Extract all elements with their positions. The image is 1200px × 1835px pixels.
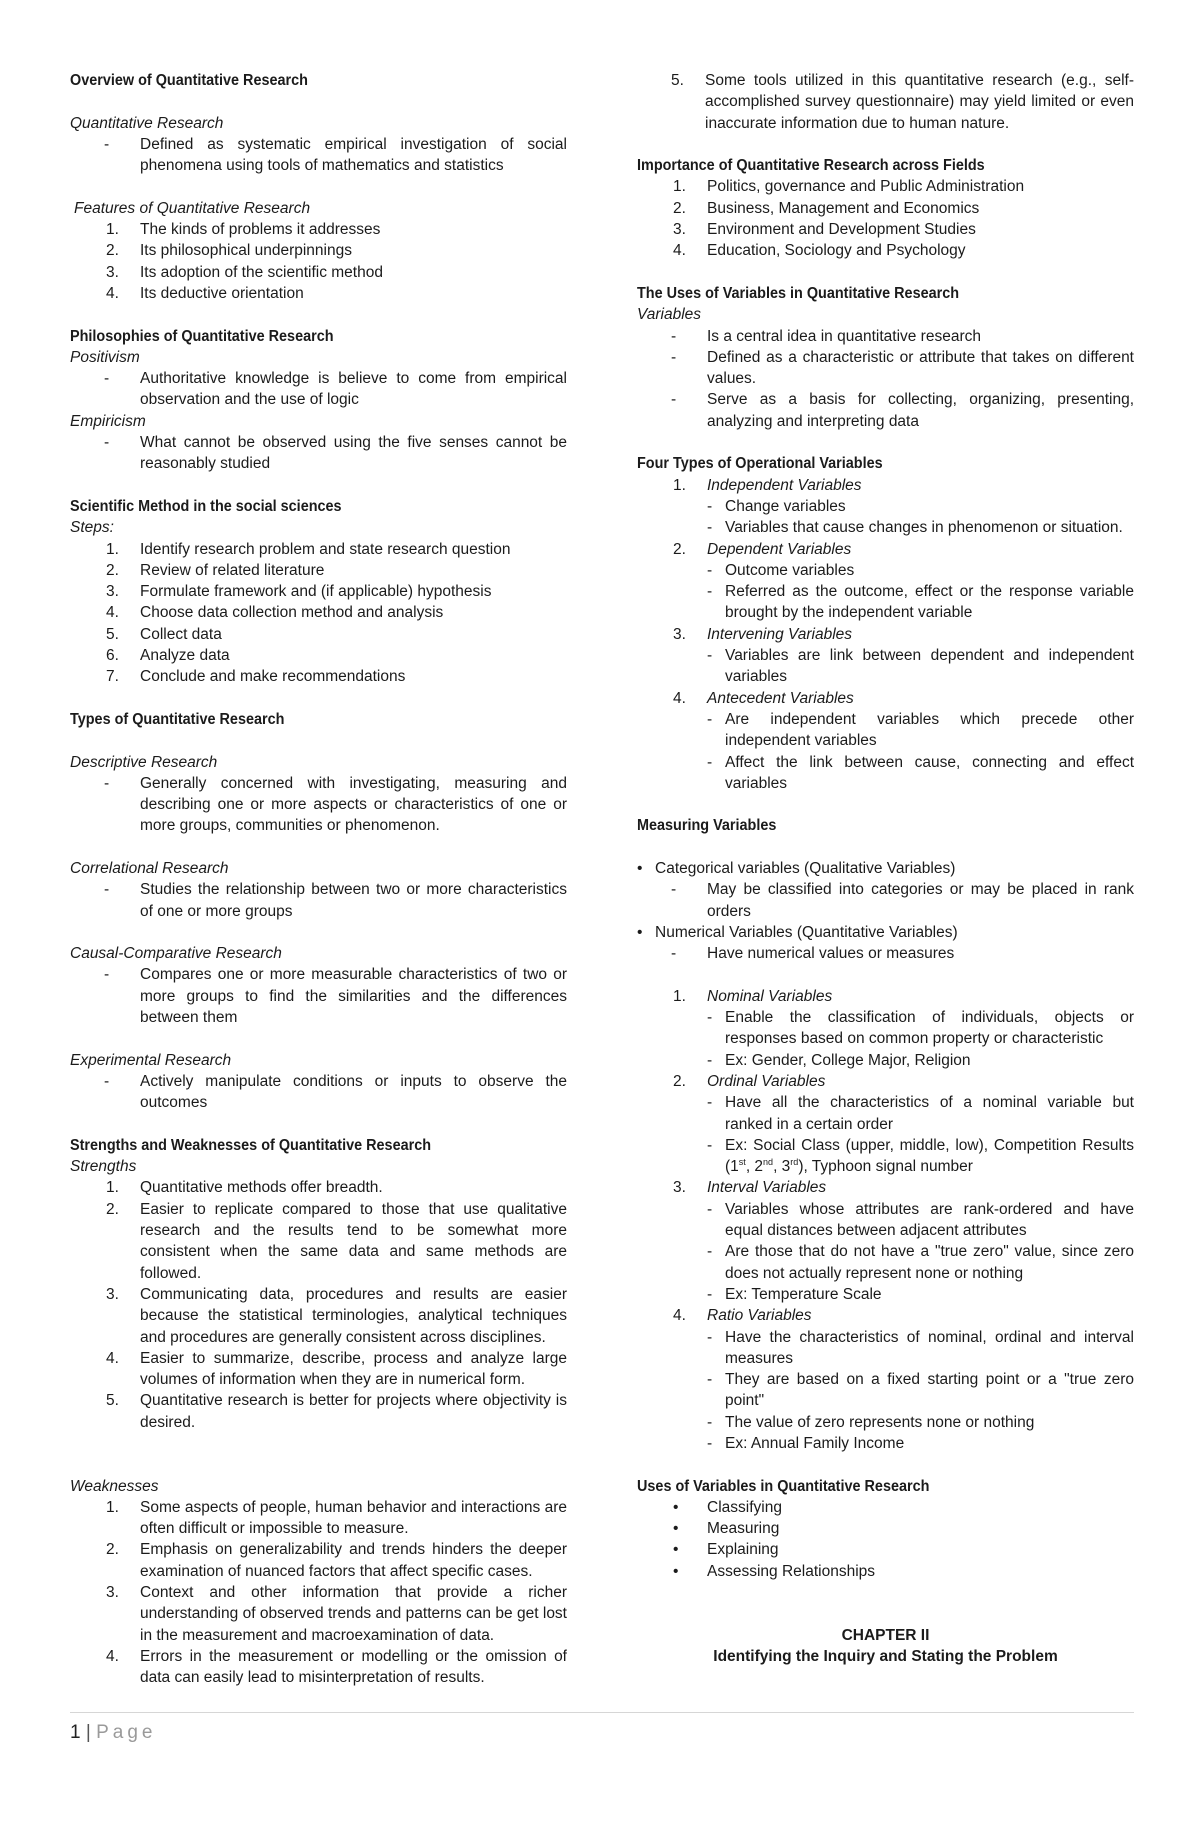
bullet-item: • Explaining [673,1541,779,1559]
page-number: 1 [70,1722,81,1743]
numbered-item: 1. Some aspects of people, human behavior and interactions are often difficult or impossible to measure. [106,1498,567,1538]
variable-type-item: 1. Nominal Variables [673,987,833,1005]
numbered-item: 6. Analyze data [106,647,230,665]
dash-item: - The value of zero represents none or nothing [707,1413,1035,1431]
numbered-item: 5. Quantitative research is better for projects where objectivity is desired. [106,1392,567,1431]
dash-item: - Ex: Social Class (upper, middle, low), Competition Results (1st, 2nd, 3rd), Typhoon signal number [707,1136,1134,1176]
numbered-item: 2. Its philosophical underpinnings [106,242,352,260]
numbered-item: 5. Collect data [106,625,222,643]
dash-item: - Variables whose attributes are rank-ordered and have equal distances between adjacent attributes [707,1200,1134,1240]
dash-item: - Generally concerned with investigating, measuring and describing one or more aspects or characteristics of one or more groups, communities or phenomenon. [104,774,567,835]
section-heading: The Uses of Variables in Quantitative Research [637,284,960,302]
dash-item: - Authoritative knowledge is believe to come from empirical observation and the use of logic [104,370,567,409]
dash-item: - Actively manipulate conditions or inputs to observe the outcomes [104,1072,567,1112]
numbered-item: 3. Context and other information that provide a richer understanding of observed trends and patterns can be get lost in the measurement and macroexamination of data. [106,1584,567,1644]
steps-list [70,539,567,688]
numbered-item: 2. Easier to replicate compared to those that use qualitative research and the results tend to be somewhat more consistent when the same data and same methods are followed. [106,1200,567,1282]
right-column [637,70,1134,1667]
subheading: Correlational Research [70,859,229,877]
numbered-item: 2. Review of related literature [106,561,325,579]
subheading: Causal-Comparative Research [70,945,282,963]
numbered-item: 7. Conclude and make recommendations [106,668,406,686]
section-heading: Overview of Quantitative Research [70,72,308,89]
numbered-item: 4. Easier to summarize, describe, process and analyze large volumes of information when they are in numerical form. [106,1349,567,1389]
variable-type-item: 1. Independent Variables [673,476,862,494]
numbered-item: 4. Its deductive orientation [106,284,304,302]
fields-list [637,176,1134,261]
section-heading: Philosophies of Quantitative Research [70,327,334,345]
dash-item: - May be classified into categories or may be placed in rank orders [671,881,1134,920]
numbered-item: 1. Quantitative methods offer breadth. [106,1179,383,1197]
numbered-item: 3. Environment and Development Studies [673,221,976,239]
dash-item: - Ex: Gender, College Major, Religion [707,1051,971,1069]
variables-list [637,326,1134,432]
bullet-item: • Classifying [673,1498,782,1516]
bullet-item: • Assessing Relationships [673,1562,876,1580]
section-heading: Measuring Variables [637,817,777,835]
variable-type-item: 4. Ratio Variables [673,1307,812,1325]
page-word: Page [96,1722,157,1743]
bullet-item: • Measuring [673,1520,780,1538]
subheading: Quantitative Research [70,114,224,132]
variable-type-item: 2. Ordinal Variables [673,1072,826,1090]
dash-item: - Affect the link between cause, connecting and effect variables [707,753,1134,792]
variable-type-item: 4. Antecedent Variables [673,689,854,707]
operational-variables-list [637,475,1134,794]
variable-type-item: 2. Dependent Variables [673,540,852,558]
numbered-item: 4. Choose data collection method and analysis [106,604,444,622]
bullet-item: • Categorical variables (Qualitative Variables) [637,859,956,877]
numbered-item: 3. Formulate framework and (if applicable) hypothesis [106,583,492,601]
subheading: Weaknesses [70,1477,159,1495]
subheading: Features of Quantitative Research [74,199,311,217]
section-heading: Types of Quantitative Research [70,710,285,728]
dash-item: - Have all the characteristics of a nominal variable but ranked in a certain order [707,1094,1134,1133]
chapter-title: Identifying the Inquiry and Stating the Problem [713,1647,1058,1665]
subheading: Empiricism [70,412,146,430]
dash-item: - Have the characteristics of nominal, ordinal and interval measures [707,1328,1134,1367]
numbered-item: 1. The kinds of problems it addresses [106,221,381,239]
numbered-item: 5. Some tools utilized in this quantitative research (e.g., self-accomplished survey questionnaire) may yield limited or even inaccurate information due to human nature. [671,72,1134,132]
subheading: Positivism [70,348,140,366]
section-heading: Strengths and Weaknesses of Quantitative Research [70,1136,432,1154]
section-heading: Scientific Method in the social sciences [70,497,342,515]
strengths-list [70,1177,567,1433]
dash-item: - Ex: Annual Family Income [707,1435,905,1452]
dash-item: - Variables are link between dependent and independent variables [707,647,1134,686]
bullet-item: • Numerical Variables (Quantitative Variables) [637,923,958,941]
dash-item: - What cannot be observed using the five senses cannot be reasonably studied [104,434,567,473]
subheading: Descriptive Research [70,753,218,771]
footer-divider [70,1712,1134,1713]
numbered-item: 4. Education, Sociology and Psychology [673,242,966,260]
dash-item: - Change variables [707,497,846,515]
section-heading: Four Types of Operational Variables [637,455,883,473]
dash-item: - Defined as a characteristic or attribute that takes on different values. [671,348,1134,388]
section-heading: Uses of Variables in Quantitative Research [637,1477,930,1495]
numbered-item: 1. Identify research problem and state research question [106,540,511,558]
footer-separator: | [85,1722,91,1743]
numbered-item: 4. Errors in the measurement or modelling or the omission of data can easily lead to misinterpretation of results. [106,1647,567,1687]
numbered-item: 2. Business, Management and Economics [673,199,980,217]
numbered-item: 1. Politics, governance and Public Administration [673,178,1025,196]
chapter-label: CHAPTER II [841,1626,930,1644]
dash-item: - Compares one or more measurable characteristics of two or more groups to find the similarities and the differences between them [104,966,567,1027]
numbered-item: 2. Emphasis on generalizability and trends hinders the deeper examination of nuanced factors that affect specific cases. [106,1541,567,1580]
left-column [70,70,567,1689]
subheading: Experimental Research [70,1051,232,1069]
dash-item: - Outcome variables [707,561,855,579]
page-footer [70,1722,156,1744]
dash-item: - Ex: Temperature Scale [707,1285,882,1303]
dash-item: - Are independent variables which precede other independent variables [707,710,1134,750]
dash-item: - Defined as systematic empirical investigation of social phenomena using tools of mathematics and statistics [104,135,567,175]
measurement-scales-list [637,986,1134,1455]
dash-item: - Studies the relationship between two or more characteristics of one or more groups [104,881,567,920]
variable-type-item: 3. Intervening Variables [673,625,853,643]
features-list [70,219,567,304]
dash-item: - Is a central idea in quantitative research [671,327,981,345]
dash-item: - They are based on a fixed starting point or a "true zero point" [707,1371,1134,1410]
weaknesses-list [70,1497,567,1689]
subheading: Strengths [70,1158,137,1176]
dash-item: - Referred as the outcome, effect or the response variable brought by the independent variable [707,583,1134,622]
dash-item: - Are those that do not have a "true zero" value, since zero does not actually represent none or nothing [707,1243,1134,1282]
section-heading: Importance of Quantitative Research across Fields [637,157,985,175]
subheading: Steps: [70,519,114,537]
variable-type-item: 3. Interval Variables [673,1179,827,1197]
numbered-item: 3. Communicating data, procedures and results are easier because the statistical terminologies, analytical techniques and procedures are generally consistent across disciplines. [106,1285,567,1346]
subheading: Variables [637,306,702,324]
dash-item: - Have numerical values or measures [671,945,955,963]
numbered-item: 3. Its adoption of the scientific method [106,263,383,281]
dash-item: - Serve as a basis for collecting, organizing, presenting, analyzing and interpreting data [671,391,1134,430]
dash-item: - Variables that cause changes in phenomenon or situation. [707,519,1123,537]
dash-item: - Enable the classification of individuals, objects or responses based on common property or characteristic [707,1009,1134,1048]
uses-list [637,1497,1134,1582]
